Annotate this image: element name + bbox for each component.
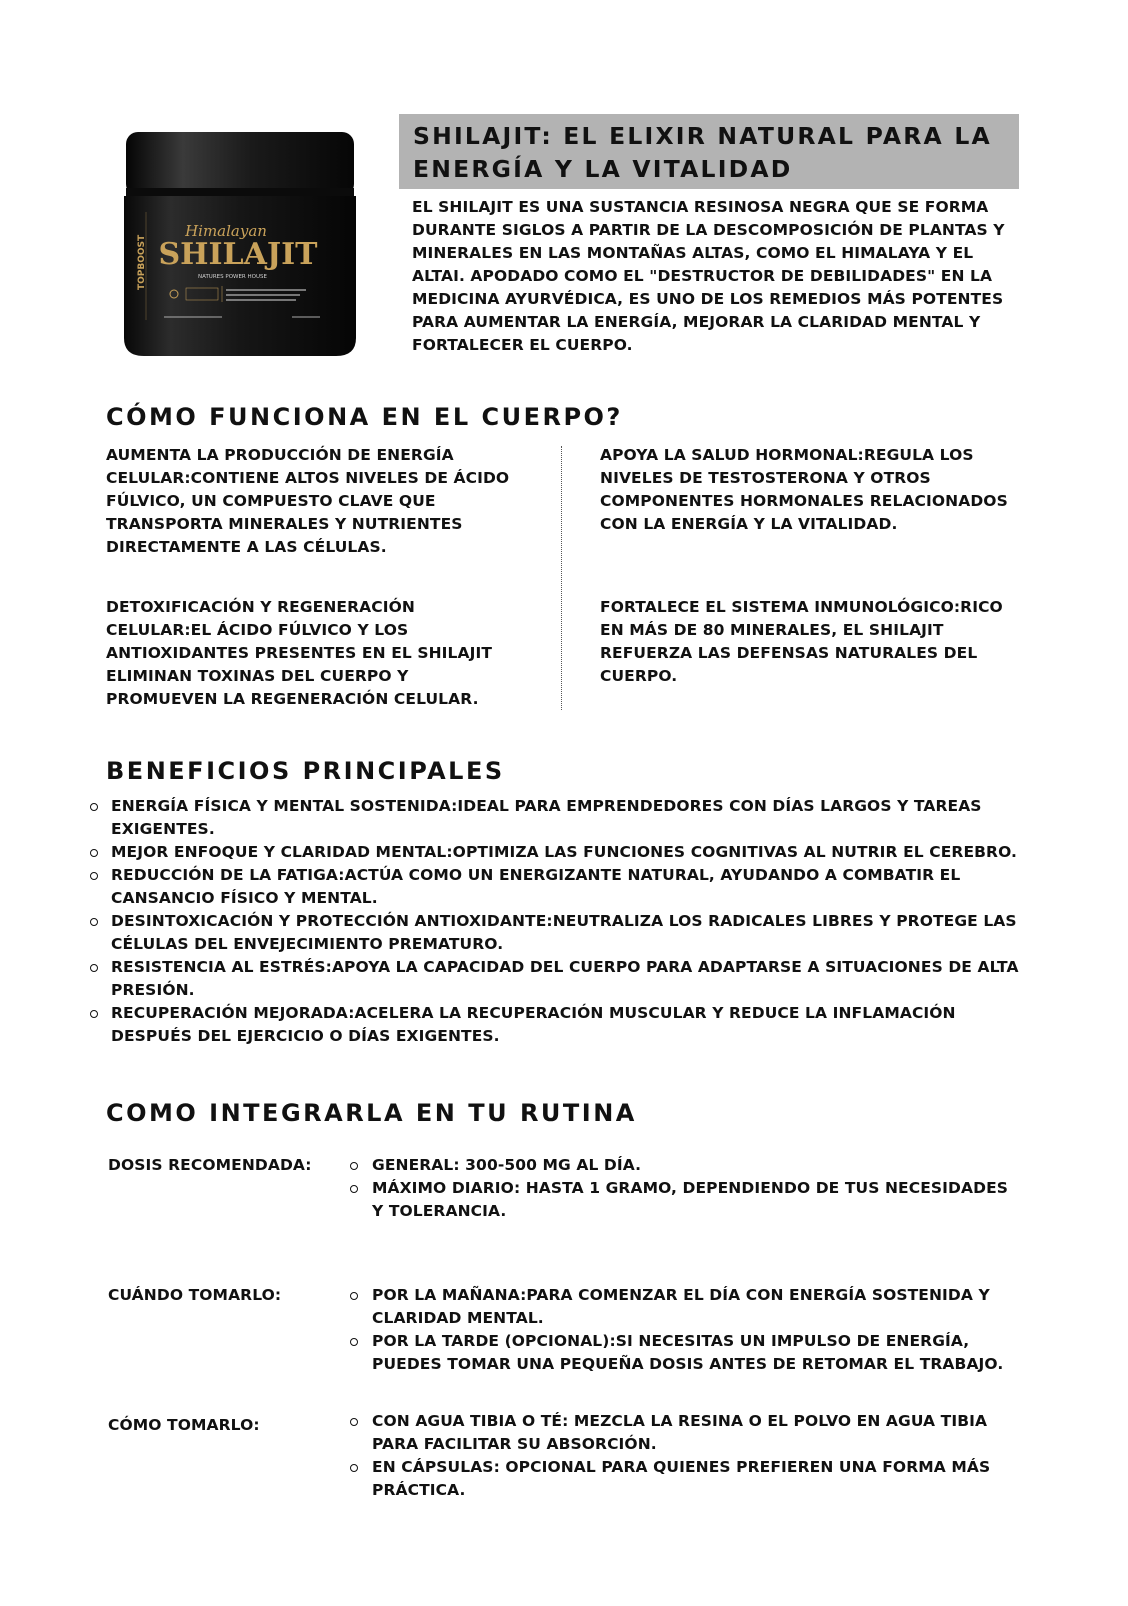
circle-bullet-icon bbox=[350, 1418, 358, 1426]
list-item bbox=[350, 1154, 1020, 1177]
funciona-item-inmune: FORTALECE EL SISTEMA INMUNOLÓGICO:RICO EN MÁS DE 80 MINERALES, EL SHILAJIT REFUERZA LAS DEFENSAS NATURALES DEL CUERPO. bbox=[600, 598, 1003, 685]
beneficios-list bbox=[90, 795, 1030, 1048]
list-item-text: EN CÁPSULAS: OPCIONAL PARA QUIENES PREFIEREN UNA FORMA MÁS PRÁCTICA. bbox=[372, 1458, 991, 1499]
list-item bbox=[90, 1002, 1030, 1048]
funciona-item-detox: DETOXIFICACIÓN Y REGENERACIÓN CELULAR:EL ÁCIDO FÚLVICO Y LOS ANTIOXIDANTES PRESENTES EN EL SHILAJIT ELIMINAN TOXINAS DEL CUERPO Y PROMUEVEN LA REGENERACIÓN CELULAR. bbox=[106, 598, 493, 708]
circle-bullet-icon bbox=[350, 1338, 358, 1346]
tagline-label: NATURES POWER HOUSE bbox=[198, 274, 267, 280]
list-item-text: GENERAL: 300-500 MG AL DÍA. bbox=[372, 1156, 642, 1174]
list-item-text: POR LA MAÑANA:PARA COMENZAR EL DÍA CON ENERGÍA SOSTENIDA Y CLARIDAD MENTAL. bbox=[372, 1286, 990, 1327]
circle-bullet-icon bbox=[350, 1464, 358, 1472]
list-item-text: REDUCCIÓN DE LA FATIGA:ACTÚA COMO UN ENERGIZANTE NATURAL, AYUDANDO A COMBATIR EL CANSANCIO FÍSICO Y MENTAL. bbox=[111, 866, 961, 907]
column-divider bbox=[561, 446, 562, 710]
list-item bbox=[90, 864, 1030, 910]
circle-bullet-icon bbox=[350, 1185, 358, 1193]
funciona-item-hormonal: APOYA LA SALUD HORMONAL:REGULA LOS NIVELES DE TESTOSTERONA Y OTROS COMPONENTES HORMONALES RELACIONADOS CON LA ENERGÍA Y LA VITALIDAD. bbox=[600, 446, 1008, 533]
list-item bbox=[90, 841, 1030, 864]
brand-label: TOPBOOST bbox=[137, 234, 147, 290]
page-title: SHILAJIT: EL ELIXIR NATURAL PARA LA ENERGÍA Y LA VITALIDAD bbox=[413, 122, 992, 183]
circle-bullet-icon bbox=[350, 1162, 358, 1170]
list-item bbox=[350, 1456, 1020, 1502]
list-item-text: RECUPERACIÓN MEJORADA:ACELERA LA RECUPERACIÓN MUSCULAR Y REDUCE LA INFLAMACIÓN DESPUÉS DEL EJERCICIO O DÍAS EXIGENTES. bbox=[111, 1004, 956, 1045]
circle-bullet-icon bbox=[90, 872, 98, 880]
como-list bbox=[350, 1410, 1020, 1502]
circle-bullet-icon bbox=[350, 1292, 358, 1300]
cuando-label: CUÁNDO TOMARLO: bbox=[108, 1286, 282, 1304]
list-item bbox=[90, 910, 1030, 956]
list-item-text: DESINTOXICACIÓN Y PROTECCIÓN ANTIOXIDANTE:NEUTRALIZA LOS RADICALES LIBRES Y PROTEGE LAS CÉLULAS DEL ENVEJECIMIENTO PREMATURO. bbox=[111, 912, 1017, 953]
circle-bullet-icon bbox=[90, 803, 98, 811]
list-item bbox=[350, 1410, 1020, 1456]
funciona-item-energia: AUMENTA LA PRODUCCIÓN DE ENERGÍA CELULAR:CONTIENE ALTOS NIVELES DE ÁCIDO FÚLVICO, UN COMPUESTO CLAVE QUE TRANSPORTA MINERALES Y NUTRIENTES DIRECTAMENTE A LAS CÉLULAS. bbox=[106, 446, 510, 556]
list-item bbox=[350, 1177, 1020, 1223]
list-item-text: MÁXIMO DIARIO: HASTA 1 GRAMO, DEPENDIENDO DE TUS NECESIDADES Y TOLERANCIA. bbox=[372, 1179, 1009, 1220]
cuando-list bbox=[350, 1284, 1020, 1376]
product-jar-image bbox=[122, 130, 358, 358]
circle-bullet-icon bbox=[90, 1010, 98, 1018]
list-item bbox=[350, 1330, 1020, 1376]
como-label: CÓMO TOMARLO: bbox=[108, 1416, 260, 1434]
script-name-label: Himalayan bbox=[185, 222, 267, 240]
list-item bbox=[90, 795, 1030, 841]
circle-bullet-icon bbox=[90, 849, 98, 857]
dosis-list bbox=[350, 1154, 1020, 1223]
product-name-label: SHILAJIT bbox=[158, 237, 318, 272]
dosis-label: DOSIS RECOMENDADA: bbox=[108, 1156, 312, 1174]
list-item-text: POR LA TARDE (OPCIONAL):SI NECESITAS UN IMPULSO DE ENERGÍA, PUEDES TOMAR UNA PEQUEÑA DOSIS ANTES DE RETOMAR EL TRABAJO. bbox=[372, 1332, 1004, 1373]
circle-bullet-icon bbox=[90, 964, 98, 972]
section-title-funciona: CÓMO FUNCIONA EN EL CUERPO? bbox=[106, 403, 623, 431]
section-title-beneficios: BENEFICIOS PRINCIPALES bbox=[106, 757, 505, 785]
list-item bbox=[90, 956, 1030, 1002]
list-item-text: ENERGÍA FÍSICA Y MENTAL SOSTENIDA:IDEAL PARA EMPRENDEDORES CON DÍAS LARGOS Y TAREAS EXIGENTES. bbox=[111, 797, 982, 838]
list-item-text: RESISTENCIA AL ESTRÉS:APOYA LA CAPACIDAD DEL CUERPO PARA ADAPTARSE A SITUACIONES DE ALTA PRESIÓN. bbox=[111, 958, 1019, 999]
list-item-text: CON AGUA TIBIA O TÉ: MEZCLA LA RESINA O EL POLVO EN AGUA TIBIA PARA FACILITAR SU ABSORCIÓN. bbox=[372, 1412, 988, 1453]
title-banner bbox=[399, 114, 1019, 189]
intro-paragraph: EL SHILAJIT ES UNA SUSTANCIA RESINOSA NEGRA QUE SE FORMA DURANTE SIGLOS A PARTIR DE LA DESCOMPOSICIÓN DE PLANTAS Y MINERALES EN LAS MONTAÑAS ALTAS, COMO EL HIMALAYA Y EL ALTAI. APODADO COMO EL "DESTRUCTOR DE DEBILIDADES" EN LA MEDICINA AYURVÉDICA, ES UNO DE LOS REMEDIOS MÁS POTENTES PARA AUMENTAR LA ENERGÍA, MEJORAR LA CLARIDAD MENTAL Y FORTALECER EL CUERPO. bbox=[412, 198, 1005, 354]
list-item bbox=[350, 1284, 1020, 1330]
list-item-text: MEJOR ENFOQUE Y CLARIDAD MENTAL:OPTIMIZA LAS FUNCIONES COGNITIVAS AL NUTRIR EL CEREBRO. bbox=[111, 843, 1018, 861]
section-title-rutina: COMO INTEGRARLA EN TU RUTINA bbox=[106, 1099, 637, 1127]
circle-bullet-icon bbox=[90, 918, 98, 926]
